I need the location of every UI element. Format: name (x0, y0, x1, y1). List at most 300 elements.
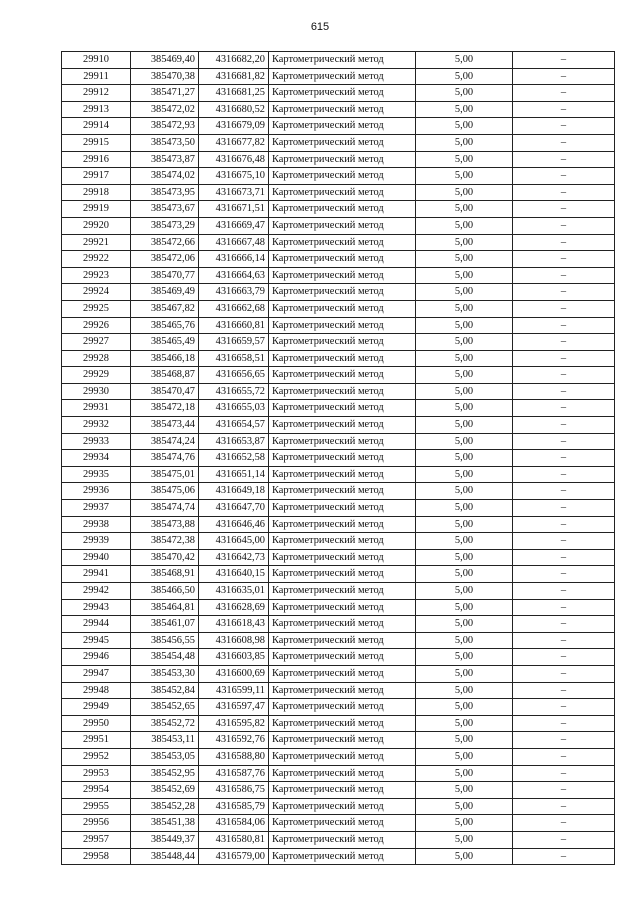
description-cell: – (513, 68, 615, 85)
x-coordinate-cell: 385473,44 (131, 417, 199, 434)
method-cell: Картометрический метод (269, 566, 416, 583)
point-number-cell: 29912 (62, 85, 131, 102)
x-coordinate-cell: 385474,74 (131, 500, 199, 517)
description-cell: – (513, 118, 615, 135)
description-cell: – (513, 466, 615, 483)
point-number-cell: 29936 (62, 483, 131, 500)
y-coordinate-cell: 4316663,79 (199, 284, 269, 301)
table-row (62, 217, 615, 234)
description-cell: – (513, 417, 615, 434)
point-number-cell: 29920 (62, 217, 131, 234)
point-number-cell: 29924 (62, 284, 131, 301)
accuracy-cell: 5,00 (416, 284, 513, 301)
point-number-cell: 29942 (62, 583, 131, 600)
method-cell: Картометрический метод (269, 583, 416, 600)
y-coordinate-cell: 4316584,06 (199, 815, 269, 832)
y-coordinate-cell: 4316640,15 (199, 566, 269, 583)
point-number-cell: 29922 (62, 251, 131, 268)
x-coordinate-cell: 385475,06 (131, 483, 199, 500)
x-coordinate-cell: 385465,49 (131, 334, 199, 351)
table-row (62, 765, 615, 782)
y-coordinate-cell: 4316655,03 (199, 400, 269, 417)
x-coordinate-cell: 385469,40 (131, 52, 199, 69)
accuracy-cell: 5,00 (416, 168, 513, 185)
x-coordinate-cell: 385448,44 (131, 848, 199, 865)
description-cell: – (513, 217, 615, 234)
method-cell: Картометрический метод (269, 350, 416, 367)
description-cell: – (513, 317, 615, 334)
description-cell: – (513, 583, 615, 600)
description-cell: – (513, 748, 615, 765)
y-coordinate-cell: 4316588,80 (199, 748, 269, 765)
method-cell: Картометрический метод (269, 765, 416, 782)
description-cell: – (513, 599, 615, 616)
description-cell: – (513, 367, 615, 384)
accuracy-cell: 5,00 (416, 417, 513, 434)
x-coordinate-cell: 385474,24 (131, 433, 199, 450)
accuracy-cell: 5,00 (416, 748, 513, 765)
accuracy-cell: 5,00 (416, 616, 513, 633)
accuracy-cell: 5,00 (416, 665, 513, 682)
table-row (62, 566, 615, 583)
x-coordinate-cell: 385452,95 (131, 765, 199, 782)
description-cell: – (513, 433, 615, 450)
method-cell: Картометрический метод (269, 68, 416, 85)
table-row (62, 234, 615, 251)
point-number-cell: 29919 (62, 201, 131, 218)
x-coordinate-cell: 385464,81 (131, 599, 199, 616)
point-number-cell: 29938 (62, 516, 131, 533)
accuracy-cell: 5,00 (416, 334, 513, 351)
x-coordinate-cell: 385474,02 (131, 168, 199, 185)
x-coordinate-cell: 385466,18 (131, 350, 199, 367)
accuracy-cell: 5,00 (416, 682, 513, 699)
description-cell: – (513, 798, 615, 815)
description-cell: – (513, 682, 615, 699)
x-coordinate-cell: 385466,50 (131, 583, 199, 600)
point-number-cell: 29917 (62, 168, 131, 185)
method-cell: Картометрический метод (269, 85, 416, 102)
x-coordinate-cell: 385473,88 (131, 516, 199, 533)
table-row (62, 516, 615, 533)
x-coordinate-cell: 385451,38 (131, 815, 199, 832)
table-row (62, 52, 615, 69)
description-cell: – (513, 267, 615, 284)
y-coordinate-cell: 4316673,71 (199, 184, 269, 201)
x-coordinate-cell: 385453,30 (131, 665, 199, 682)
accuracy-cell: 5,00 (416, 101, 513, 118)
table-row (62, 433, 615, 450)
y-coordinate-cell: 4316579,00 (199, 848, 269, 865)
method-cell: Картометрический метод (269, 234, 416, 251)
table-row (62, 533, 615, 550)
accuracy-cell: 5,00 (416, 632, 513, 649)
accuracy-cell: 5,00 (416, 500, 513, 517)
accuracy-cell: 5,00 (416, 267, 513, 284)
table-row (62, 350, 615, 367)
y-coordinate-cell: 4316595,82 (199, 715, 269, 732)
accuracy-cell: 5,00 (416, 848, 513, 865)
method-cell: Картометрический метод (269, 134, 416, 151)
accuracy-cell: 5,00 (416, 831, 513, 848)
y-coordinate-cell: 4316608,98 (199, 632, 269, 649)
point-number-cell: 29958 (62, 848, 131, 865)
x-coordinate-cell: 385468,91 (131, 566, 199, 583)
y-coordinate-cell: 4316669,47 (199, 217, 269, 234)
y-coordinate-cell: 4316618,43 (199, 616, 269, 633)
x-coordinate-cell: 385449,37 (131, 831, 199, 848)
accuracy-cell: 5,00 (416, 533, 513, 550)
description-cell: – (513, 400, 615, 417)
accuracy-cell: 5,00 (416, 134, 513, 151)
coordinates-table-body (62, 52, 615, 865)
y-coordinate-cell: 4316652,58 (199, 450, 269, 467)
method-cell: Картометрический метод (269, 599, 416, 616)
point-number-cell: 29923 (62, 267, 131, 284)
accuracy-cell: 5,00 (416, 400, 513, 417)
description-cell: – (513, 350, 615, 367)
table-row (62, 300, 615, 317)
description-cell: – (513, 500, 615, 517)
description-cell: – (513, 732, 615, 749)
y-coordinate-cell: 4316680,52 (199, 101, 269, 118)
x-coordinate-cell: 385470,42 (131, 549, 199, 566)
y-coordinate-cell: 4316586,75 (199, 782, 269, 799)
x-coordinate-cell: 385453,11 (131, 732, 199, 749)
description-cell: – (513, 549, 615, 566)
method-cell: Картометрический метод (269, 732, 416, 749)
y-coordinate-cell: 4316656,65 (199, 367, 269, 384)
table-row (62, 134, 615, 151)
point-number-cell: 29934 (62, 450, 131, 467)
point-number-cell: 29949 (62, 699, 131, 716)
x-coordinate-cell: 385456,55 (131, 632, 199, 649)
x-coordinate-cell: 385472,18 (131, 400, 199, 417)
x-coordinate-cell: 385474,76 (131, 450, 199, 467)
point-number-cell: 29931 (62, 400, 131, 417)
point-number-cell: 29918 (62, 184, 131, 201)
point-number-cell: 29914 (62, 118, 131, 135)
method-cell: Картометрический метод (269, 334, 416, 351)
table-row (62, 815, 615, 832)
method-cell: Картометрический метод (269, 151, 416, 168)
description-cell: – (513, 201, 615, 218)
y-coordinate-cell: 4316655,72 (199, 383, 269, 400)
table-row (62, 732, 615, 749)
accuracy-cell: 5,00 (416, 367, 513, 384)
description-cell: – (513, 85, 615, 102)
x-coordinate-cell: 385453,05 (131, 748, 199, 765)
y-coordinate-cell: 4316628,69 (199, 599, 269, 616)
y-coordinate-cell: 4316635,01 (199, 583, 269, 600)
table-row (62, 151, 615, 168)
y-coordinate-cell: 4316662,68 (199, 300, 269, 317)
method-cell: Картометрический метод (269, 516, 416, 533)
point-number-cell: 29940 (62, 549, 131, 566)
accuracy-cell: 5,00 (416, 184, 513, 201)
table-row (62, 383, 615, 400)
x-coordinate-cell: 385461,07 (131, 616, 199, 633)
y-coordinate-cell: 4316667,48 (199, 234, 269, 251)
method-cell: Картометрический метод (269, 168, 416, 185)
y-coordinate-cell: 4316649,18 (199, 483, 269, 500)
description-cell: – (513, 649, 615, 666)
point-number-cell: 29954 (62, 782, 131, 799)
x-coordinate-cell: 385454,48 (131, 649, 199, 666)
point-number-cell: 29943 (62, 599, 131, 616)
accuracy-cell: 5,00 (416, 300, 513, 317)
point-number-cell: 29957 (62, 831, 131, 848)
method-cell: Картометрический метод (269, 699, 416, 716)
description-cell: – (513, 831, 615, 848)
x-coordinate-cell: 385475,01 (131, 466, 199, 483)
y-coordinate-cell: 4316651,14 (199, 466, 269, 483)
description-cell: – (513, 383, 615, 400)
accuracy-cell: 5,00 (416, 433, 513, 450)
y-coordinate-cell: 4316597,47 (199, 699, 269, 716)
description-cell: – (513, 632, 615, 649)
accuracy-cell: 5,00 (416, 583, 513, 600)
x-coordinate-cell: 385473,67 (131, 201, 199, 218)
accuracy-cell: 5,00 (416, 798, 513, 815)
description-cell: – (513, 765, 615, 782)
description-cell: – (513, 300, 615, 317)
accuracy-cell: 5,00 (416, 68, 513, 85)
method-cell: Картометрический метод (269, 748, 416, 765)
x-coordinate-cell: 385473,50 (131, 134, 199, 151)
method-cell: Картометрический метод (269, 217, 416, 234)
y-coordinate-cell: 4316580,81 (199, 831, 269, 848)
method-cell: Картометрический метод (269, 383, 416, 400)
accuracy-cell: 5,00 (416, 599, 513, 616)
description-cell: – (513, 101, 615, 118)
y-coordinate-cell: 4316660,81 (199, 317, 269, 334)
x-coordinate-cell: 385472,02 (131, 101, 199, 118)
point-number-cell: 29947 (62, 665, 131, 682)
y-coordinate-cell: 4316654,57 (199, 417, 269, 434)
accuracy-cell: 5,00 (416, 715, 513, 732)
y-coordinate-cell: 4316666,14 (199, 251, 269, 268)
point-number-cell: 29915 (62, 134, 131, 151)
method-cell: Картометрический метод (269, 433, 416, 450)
point-number-cell: 29913 (62, 101, 131, 118)
x-coordinate-cell: 385465,76 (131, 317, 199, 334)
method-cell: Картометрический метод (269, 848, 416, 865)
y-coordinate-cell: 4316676,48 (199, 151, 269, 168)
accuracy-cell: 5,00 (416, 151, 513, 168)
method-cell: Картометрический метод (269, 417, 416, 434)
y-coordinate-cell: 4316659,57 (199, 334, 269, 351)
y-coordinate-cell: 4316671,51 (199, 201, 269, 218)
x-coordinate-cell: 385473,87 (131, 151, 199, 168)
description-cell: – (513, 450, 615, 467)
y-coordinate-cell: 4316600,69 (199, 665, 269, 682)
accuracy-cell: 5,00 (416, 483, 513, 500)
point-number-cell: 29932 (62, 417, 131, 434)
y-coordinate-cell: 4316677,82 (199, 134, 269, 151)
accuracy-cell: 5,00 (416, 350, 513, 367)
table-row (62, 682, 615, 699)
x-coordinate-cell: 385452,84 (131, 682, 199, 699)
table-row (62, 632, 615, 649)
x-coordinate-cell: 385472,06 (131, 251, 199, 268)
method-cell: Картометрический метод (269, 317, 416, 334)
x-coordinate-cell: 385467,82 (131, 300, 199, 317)
point-number-cell: 29952 (62, 748, 131, 765)
point-number-cell: 29916 (62, 151, 131, 168)
method-cell: Картометрический метод (269, 267, 416, 284)
method-cell: Картометрический метод (269, 715, 416, 732)
coordinates-table (61, 51, 615, 865)
point-number-cell: 29948 (62, 682, 131, 699)
description-cell: – (513, 815, 615, 832)
description-cell: – (513, 516, 615, 533)
y-coordinate-cell: 4316653,87 (199, 433, 269, 450)
point-number-cell: 29911 (62, 68, 131, 85)
x-coordinate-cell: 385452,69 (131, 782, 199, 799)
point-number-cell: 29953 (62, 765, 131, 782)
point-number-cell: 29956 (62, 815, 131, 832)
table-row (62, 450, 615, 467)
accuracy-cell: 5,00 (416, 815, 513, 832)
description-cell: – (513, 52, 615, 69)
method-cell: Картометрический метод (269, 300, 416, 317)
y-coordinate-cell: 4316646,46 (199, 516, 269, 533)
accuracy-cell: 5,00 (416, 234, 513, 251)
method-cell: Картометрический метод (269, 367, 416, 384)
accuracy-cell: 5,00 (416, 217, 513, 234)
table-row (62, 699, 615, 716)
table-row (62, 85, 615, 102)
x-coordinate-cell: 385469,49 (131, 284, 199, 301)
accuracy-cell: 5,00 (416, 317, 513, 334)
method-cell: Картометрический метод (269, 201, 416, 218)
description-cell: – (513, 848, 615, 865)
accuracy-cell: 5,00 (416, 450, 513, 467)
method-cell: Картометрический метод (269, 450, 416, 467)
y-coordinate-cell: 4316599,11 (199, 682, 269, 699)
point-number-cell: 29939 (62, 533, 131, 550)
accuracy-cell: 5,00 (416, 118, 513, 135)
table-row (62, 184, 615, 201)
method-cell: Картометрический метод (269, 466, 416, 483)
description-cell: – (513, 251, 615, 268)
description-cell: – (513, 782, 615, 799)
x-coordinate-cell: 385473,29 (131, 217, 199, 234)
accuracy-cell: 5,00 (416, 649, 513, 666)
method-cell: Картометрический метод (269, 184, 416, 201)
accuracy-cell: 5,00 (416, 549, 513, 566)
method-cell: Картометрический метод (269, 665, 416, 682)
x-coordinate-cell: 385470,47 (131, 383, 199, 400)
description-cell: – (513, 699, 615, 716)
description-cell: – (513, 284, 615, 301)
y-coordinate-cell: 4316682,20 (199, 52, 269, 69)
method-cell: Картометрический метод (269, 500, 416, 517)
point-number-cell: 29951 (62, 732, 131, 749)
table-row (62, 831, 615, 848)
table-row (62, 118, 615, 135)
accuracy-cell: 5,00 (416, 516, 513, 533)
table-row (62, 715, 615, 732)
table-row (62, 400, 615, 417)
table-row (62, 267, 615, 284)
page-number: 615 (310, 21, 330, 33)
point-number-cell: 29925 (62, 300, 131, 317)
point-number-cell: 29941 (62, 566, 131, 583)
method-cell: Картометрический метод (269, 118, 416, 135)
x-coordinate-cell: 385452,28 (131, 798, 199, 815)
point-number-cell: 29944 (62, 616, 131, 633)
table-row (62, 848, 615, 865)
point-number-cell: 29930 (62, 383, 131, 400)
method-cell: Картометрический метод (269, 616, 416, 633)
x-coordinate-cell: 385468,87 (131, 367, 199, 384)
y-coordinate-cell: 4316681,25 (199, 85, 269, 102)
table-row (62, 367, 615, 384)
description-cell: – (513, 151, 615, 168)
y-coordinate-cell: 4316664,63 (199, 267, 269, 284)
accuracy-cell: 5,00 (416, 466, 513, 483)
table-row (62, 68, 615, 85)
description-cell: – (513, 234, 615, 251)
table-row (62, 334, 615, 351)
description-cell: – (513, 483, 615, 500)
y-coordinate-cell: 4316658,51 (199, 350, 269, 367)
method-cell: Картометрический метод (269, 400, 416, 417)
method-cell: Картометрический метод (269, 101, 416, 118)
description-cell: – (513, 715, 615, 732)
description-cell: – (513, 334, 615, 351)
accuracy-cell: 5,00 (416, 566, 513, 583)
table-row (62, 616, 615, 633)
point-number-cell: 29933 (62, 433, 131, 450)
point-number-cell: 29921 (62, 234, 131, 251)
point-number-cell: 29929 (62, 367, 131, 384)
point-number-cell: 29935 (62, 466, 131, 483)
table-row (62, 101, 615, 118)
y-coordinate-cell: 4316603,85 (199, 649, 269, 666)
method-cell: Картометрический метод (269, 798, 416, 815)
y-coordinate-cell: 4316647,70 (199, 500, 269, 517)
y-coordinate-cell: 4316675,10 (199, 168, 269, 185)
point-number-cell: 29946 (62, 649, 131, 666)
table-row (62, 549, 615, 566)
accuracy-cell: 5,00 (416, 201, 513, 218)
x-coordinate-cell: 385472,93 (131, 118, 199, 135)
accuracy-cell: 5,00 (416, 765, 513, 782)
method-cell: Картометрический метод (269, 483, 416, 500)
method-cell: Картометрический метод (269, 251, 416, 268)
point-number-cell: 29950 (62, 715, 131, 732)
point-number-cell: 29945 (62, 632, 131, 649)
description-cell: – (513, 134, 615, 151)
accuracy-cell: 5,00 (416, 732, 513, 749)
table-row (62, 782, 615, 799)
table-row (62, 583, 615, 600)
point-number-cell: 29927 (62, 334, 131, 351)
description-cell: – (513, 665, 615, 682)
table-row (62, 284, 615, 301)
point-number-cell: 29937 (62, 500, 131, 517)
y-coordinate-cell: 4316679,09 (199, 118, 269, 135)
method-cell: Картометрический метод (269, 533, 416, 550)
table-row (62, 599, 615, 616)
description-cell: – (513, 168, 615, 185)
point-number-cell: 29955 (62, 798, 131, 815)
accuracy-cell: 5,00 (416, 699, 513, 716)
point-number-cell: 29928 (62, 350, 131, 367)
